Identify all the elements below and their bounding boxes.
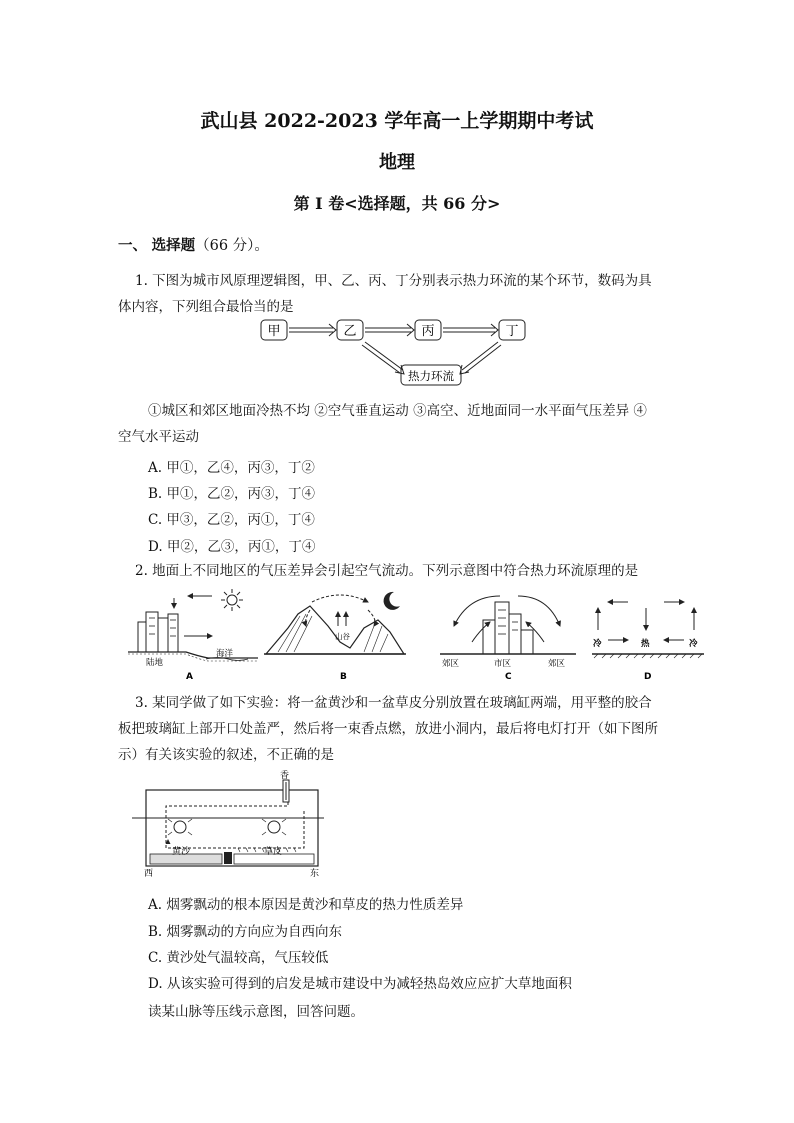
fig-d-cold-right: 冷 [689,639,698,649]
q3-line3: 示）有关该实验的叙述，不正确的是 [118,747,334,763]
box-bing [415,320,441,340]
figure-d [592,602,704,682]
fig-a-land: 陆地 [146,658,164,668]
box-yi [337,320,363,340]
box-yi-label: 乙 [343,324,357,339]
q3-followup: 读某山脉等压线示意图，回答问题。 [148,1004,364,1020]
fig-b-label: B [340,672,347,682]
q1-option-c: C. 甲③，乙②，丙①，丁④ [148,512,315,528]
figure-a [128,589,258,682]
q2-line1: 2. 地面上不同地区的气压差异会引起空气流动。下列示意图中符合热力环流原理的是 [135,563,639,579]
lamp-right-icon [268,821,280,833]
fig-d-cold-left: 冷 [593,639,602,649]
q1-logic-diagram [255,316,535,388]
q1-option-d: D. 甲②，乙③，丙①，丁④ [148,539,316,555]
flow-arrows [289,324,501,374]
box-ding-label: 丁 [505,324,519,339]
q3-option-d: D. 从该实验可得到的启发是城市建设中为减轻热岛效应应扩大草地面积 [148,976,572,992]
fig-d-label: D [644,672,652,682]
fig3-west: 西 [144,869,154,879]
fig-a-sea: 海洋 [216,649,234,659]
box-result [401,365,461,385]
divider-block [224,852,232,864]
q1-desc-line2: 空气水平运动 [118,429,199,445]
fig-c-suburb-right: 郊区 [548,659,566,669]
fig-a-label: A [186,672,193,682]
fig3-sand: 黄沙 [172,847,191,857]
section-heading [118,234,269,255]
fig3-incense: 香 [280,771,290,781]
q1-desc-line1: ①城区和郊区地面冷热不均 ②空气垂直运动 ③高空、近地面同一水平面气压差异 ④ [148,403,647,419]
q3-option-b: B. 烟雾飘动的方向应为自西向东 [148,924,343,940]
q3-line1: 3. 某同学做了如下实验：将一盆黄沙和一盆草皮分别放置在玻璃缸两端，用平整的胶合 [135,695,652,711]
box-bing-label: 丙 [421,324,435,339]
fig-d-hot: 热 [641,639,650,649]
box-ding [499,320,525,340]
moon-icon [384,592,400,610]
fig-c-label: C [505,672,512,682]
part-heading: 第 I 卷<选择题，共 66 分> [293,194,501,213]
q2-figures [128,586,708,682]
fig-c-city: 市区 [494,659,512,669]
q1-line2: 体内容，下列组合最恰当的是 [118,299,294,315]
figure-c [440,596,576,682]
q3-experiment-figure [128,770,328,880]
fig3-east: 东 [310,869,320,879]
exam-title: 武山县 2022-2023 学年高一上学期期中考试 [200,110,594,132]
section-points: （66 分）。 [195,238,269,254]
moon-star-icon [221,589,243,611]
fig3-grass: 草皮 [264,847,283,857]
fig-c-suburb-left: 郊区 [442,659,460,669]
q3-line2: 板把玻璃缸上部开口处盖严，然后将一束香点燃，放进小洞内，最后将电灯打开（如下图所 [118,721,658,737]
section-name: 选择题 [151,237,196,254]
lamp-left-icon [174,821,186,833]
subject-heading: 地理 [379,152,415,173]
section-label: 一、 [118,237,147,254]
q1-option-a: A. 甲①，乙④，丙③，丁② [148,460,315,476]
figure-b [264,592,406,682]
fig-b-valley: 山谷 [335,632,350,641]
q3-option-c: C. 黄沙处气温较高，气压较低 [148,950,329,966]
box-jia [261,320,287,340]
q1-option-b: B. 甲①，乙②，丙③，丁④ [148,486,316,502]
box-result-label: 热力环流 [408,369,454,383]
box-jia-label: 甲 [267,324,281,339]
q3-option-a: A. 烟雾飘动的根本原因是黄沙和草皮的热力性质差异 [148,897,464,913]
q1-line1: 1. 下图为城市风原理逻辑图，甲、乙、丙、丁分别表示热力环流的某个环节，数码为具 [135,273,652,289]
